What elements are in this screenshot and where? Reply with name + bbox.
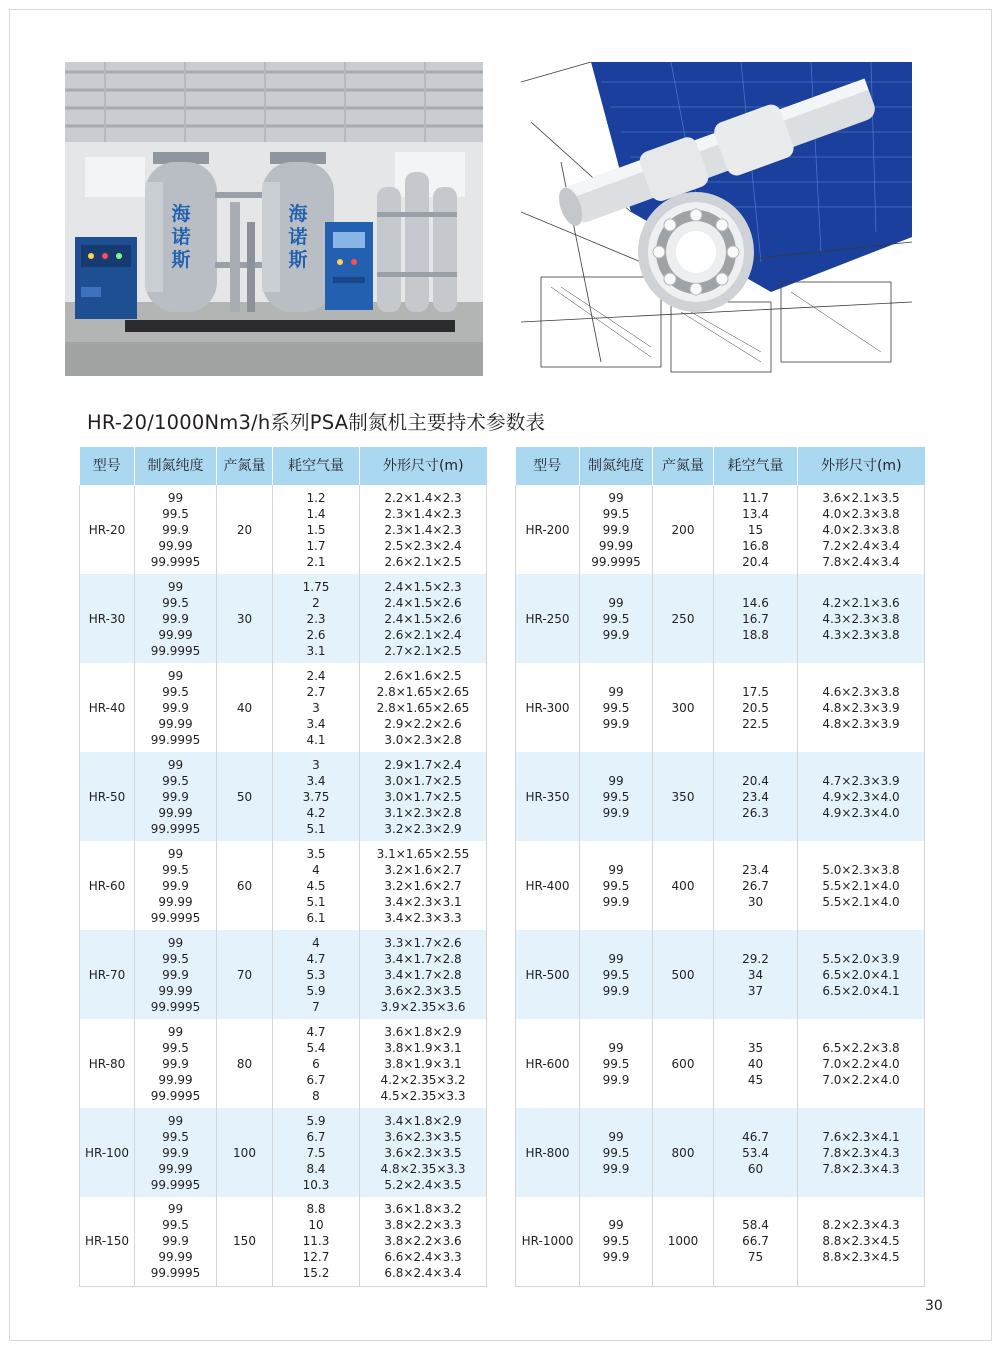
table-row	[80, 485, 487, 574]
output-cell: 300	[653, 663, 714, 752]
output-cell: 1000	[653, 1197, 714, 1286]
output-cell: 800	[653, 1108, 714, 1197]
air-cell: 46.7 53.4 60	[714, 1108, 798, 1197]
output-cell: 350	[653, 752, 714, 841]
model-cell: HR-800	[516, 1108, 580, 1197]
output-cell: 500	[653, 930, 714, 1019]
output-cell: 100	[217, 1108, 273, 1197]
model-cell: HR-150	[80, 1197, 135, 1286]
output-cell: 400	[653, 841, 714, 930]
page-title: HR-20/1000Nm3/h系列PSA制氮机主要持术参数表	[87, 411, 546, 434]
size-cell: 2.4×1.5×2.3 2.4×1.5×2.6 2.4×1.5×2.6 2.6×2.1×2.4 2.7×2.1×2.5	[360, 574, 487, 663]
air-cell: 8.8 10 11.3 12.7 15.2	[273, 1197, 360, 1286]
air-cell: 11.7 13.4 15 16.8 20.4	[714, 485, 798, 574]
model-cell: HR-200	[516, 485, 580, 574]
purity-cell: 99 99.5 99.9 99.99 99.9995	[135, 930, 217, 1019]
table-row	[516, 574, 925, 663]
size-cell: 3.6×1.8×2.9 3.8×1.9×3.1 3.8×1.9×3.1 4.2×2.35×3.2 4.5×2.35×3.3	[360, 1019, 487, 1108]
table-row	[516, 930, 925, 1019]
table-row	[516, 752, 925, 841]
model-cell: HR-70	[80, 930, 135, 1019]
model-cell: HR-300	[516, 663, 580, 752]
output-cell: 200	[653, 485, 714, 574]
table-row	[80, 1108, 487, 1197]
svg-text:诺: 诺	[288, 226, 308, 248]
purity-cell: 99 99.5 99.9 99.99 99.9995	[135, 1019, 217, 1108]
page-number: 30	[925, 1298, 943, 1314]
model-cell: HR-80	[80, 1019, 135, 1108]
model-cell: HR-40	[80, 663, 135, 752]
model-cell: HR-50	[80, 752, 135, 841]
model-cell: HR-500	[516, 930, 580, 1019]
svg-text:斯: 斯	[171, 249, 191, 271]
table-row	[80, 930, 487, 1019]
air-cell: 4 4.7 5.3 5.9 7	[273, 930, 360, 1019]
air-cell: 3 3.4 3.75 4.2 5.1	[273, 752, 360, 841]
header-model: 型号	[80, 447, 135, 485]
svg-text:诺: 诺	[171, 226, 191, 248]
purity-cell: 99 99.5 99.9 99.99 99.9995	[135, 574, 217, 663]
table-row	[516, 1019, 925, 1108]
model-cell: HR-250	[516, 574, 580, 663]
output-cell: 80	[217, 1019, 273, 1108]
size-cell: 4.6×2.3×3.8 4.8×2.3×3.9 4.8×2.3×3.9	[798, 663, 925, 752]
purity-cell: 99 99.5 99.9	[580, 752, 653, 841]
output-cell: 60	[217, 841, 273, 930]
table-row	[80, 1197, 487, 1286]
header-output: 产氮量	[217, 447, 273, 485]
size-cell: 7.6×2.3×4.1 7.8×2.3×4.3 7.8×2.3×4.3	[798, 1108, 925, 1197]
size-cell: 4.2×2.1×3.6 4.3×2.3×3.8 4.3×2.3×3.8	[798, 574, 925, 663]
output-cell: 50	[217, 752, 273, 841]
model-cell: HR-600	[516, 1019, 580, 1108]
size-cell: 3.4×1.8×2.9 3.6×2.3×3.5 3.6×2.3×3.5 4.8×2.35×3.3 5.2×2.4×3.5	[360, 1108, 487, 1197]
model-cell: HR-100	[80, 1108, 135, 1197]
size-cell: 8.2×2.3×4.3 8.8×2.3×4.5 8.8×2.3×4.5	[798, 1197, 925, 1286]
header-size: 外形尺寸(m)	[798, 447, 925, 485]
purity-cell: 99 99.5 99.9 99.99 99.9995	[135, 1197, 217, 1286]
purity-cell: 99 99.5 99.9 99.99 99.9995	[580, 485, 653, 574]
air-cell: 4.7 5.4 6 6.7 8	[273, 1019, 360, 1108]
output-cell: 20	[217, 485, 273, 574]
output-cell: 250	[653, 574, 714, 663]
header-air: 耗空气量	[714, 447, 798, 485]
purity-cell: 99 99.5 99.9	[580, 841, 653, 930]
size-cell: 6.5×2.2×3.8 7.0×2.2×4.0 7.0×2.2×4.0	[798, 1019, 925, 1108]
table-row	[516, 841, 925, 930]
purity-cell: 99 99.5 99.9	[580, 574, 653, 663]
header-model: 型号	[516, 447, 580, 485]
table-row	[80, 663, 487, 752]
spec-table-left	[79, 447, 487, 1287]
air-cell: 29.2 34 37	[714, 930, 798, 1019]
size-cell: 3.6×1.8×3.2 3.8×2.2×3.3 3.8×2.2×3.6 6.6×2.4×3.3 6.8×2.4×3.4	[360, 1197, 487, 1286]
air-cell: 1.75 2 2.3 2.6 3.1	[273, 574, 360, 663]
size-cell: 3.1×1.65×2.55 3.2×1.6×2.7 3.2×1.6×2.7 3.4×2.3×3.1 3.4×2.3×3.3	[360, 841, 487, 930]
table-row	[80, 841, 487, 930]
output-cell: 30	[217, 574, 273, 663]
purity-cell: 99 99.5 99.9 99.99 99.9995	[135, 485, 217, 574]
equipment-photo	[65, 62, 483, 376]
model-cell: HR-400	[516, 841, 580, 930]
purity-cell: 99 99.5 99.9	[580, 1019, 653, 1108]
table-header-row	[516, 447, 925, 485]
table-row	[516, 1108, 925, 1197]
header-purity: 制氮纯度	[580, 447, 653, 485]
size-cell: 5.5×2.0×3.9 6.5×2.0×4.1 6.5×2.0×4.1	[798, 930, 925, 1019]
table-row	[80, 574, 487, 663]
header-size: 外形尺寸(m)	[360, 447, 487, 485]
table-header-row	[80, 447, 487, 485]
purity-cell: 99 99.5 99.9 99.99 99.9995	[135, 841, 217, 930]
size-cell: 2.6×1.6×2.5 2.8×1.65×2.65 2.8×1.65×2.65 2.9×2.2×2.6 3.0×2.3×2.8	[360, 663, 487, 752]
header-air: 耗空气量	[273, 447, 360, 485]
table-row	[80, 1019, 487, 1108]
air-cell: 17.5 20.5 22.5	[714, 663, 798, 752]
table-row	[516, 485, 925, 574]
air-cell: 20.4 23.4 26.3	[714, 752, 798, 841]
model-cell: HR-20	[80, 485, 135, 574]
svg-text:斯: 斯	[288, 249, 308, 271]
size-cell: 5.0×2.3×3.8 5.5×2.1×4.0 5.5×2.1×4.0	[798, 841, 925, 930]
svg-text:海: 海	[171, 203, 191, 225]
bearing-blueprint-photo	[521, 62, 912, 376]
table-row	[516, 663, 925, 752]
size-cell: 2.2×1.4×2.3 2.3×1.4×2.3 2.3×1.4×2.3 2.5×2.3×2.4 2.6×2.1×2.5	[360, 485, 487, 574]
output-cell: 40	[217, 663, 273, 752]
output-cell: 150	[217, 1197, 273, 1286]
purity-cell: 99 99.5 99.9	[580, 930, 653, 1019]
air-cell: 2.4 2.7 3 3.4 4.1	[273, 663, 360, 752]
air-cell: 5.9 6.7 7.5 8.4 10.3	[273, 1108, 360, 1197]
purity-cell: 99 99.5 99.9	[580, 1197, 653, 1286]
size-cell: 2.9×1.7×2.4 3.0×1.7×2.5 3.0×1.7×2.5 3.1×2.3×2.8 3.2×2.3×2.9	[360, 752, 487, 841]
table-row	[80, 752, 487, 841]
size-cell: 3.6×2.1×3.5 4.0×2.3×3.8 4.0×2.3×3.8 7.2×2.4×3.4 7.8×2.4×3.4	[798, 485, 925, 574]
size-cell: 3.3×1.7×2.6 3.4×1.7×2.8 3.4×1.7×2.8 3.6×2.3×3.5 3.9×2.35×3.6	[360, 930, 487, 1019]
header-purity: 制氮纯度	[135, 447, 217, 485]
output-cell: 70	[217, 930, 273, 1019]
air-cell: 14.6 16.7 18.8	[714, 574, 798, 663]
model-cell: HR-30	[80, 574, 135, 663]
svg-text:海: 海	[288, 203, 308, 225]
header-output: 产氮量	[653, 447, 714, 485]
air-cell: 1.2 1.4 1.5 1.7 2.1	[273, 485, 360, 574]
air-cell: 58.4 66.7 75	[714, 1197, 798, 1286]
air-cell: 35 40 45	[714, 1019, 798, 1108]
air-cell: 23.4 26.7 30	[714, 841, 798, 930]
output-cell: 600	[653, 1019, 714, 1108]
model-cell: HR-60	[80, 841, 135, 930]
model-cell: HR-1000	[516, 1197, 580, 1286]
size-cell: 4.7×2.3×3.9 4.9×2.3×4.0 4.9×2.3×4.0	[798, 752, 925, 841]
spec-table-right	[515, 447, 925, 1287]
purity-cell: 99 99.5 99.9 99.99 99.9995	[135, 752, 217, 841]
purity-cell: 99 99.5 99.9 99.99 99.9995	[135, 1108, 217, 1197]
table-row	[516, 1197, 925, 1286]
air-cell: 3.5 4 4.5 5.1 6.1	[273, 841, 360, 930]
purity-cell: 99 99.5 99.9	[580, 663, 653, 752]
purity-cell: 99 99.5 99.9	[580, 1108, 653, 1197]
purity-cell: 99 99.5 99.9 99.99 99.9995	[135, 663, 217, 752]
model-cell: HR-350	[516, 752, 580, 841]
